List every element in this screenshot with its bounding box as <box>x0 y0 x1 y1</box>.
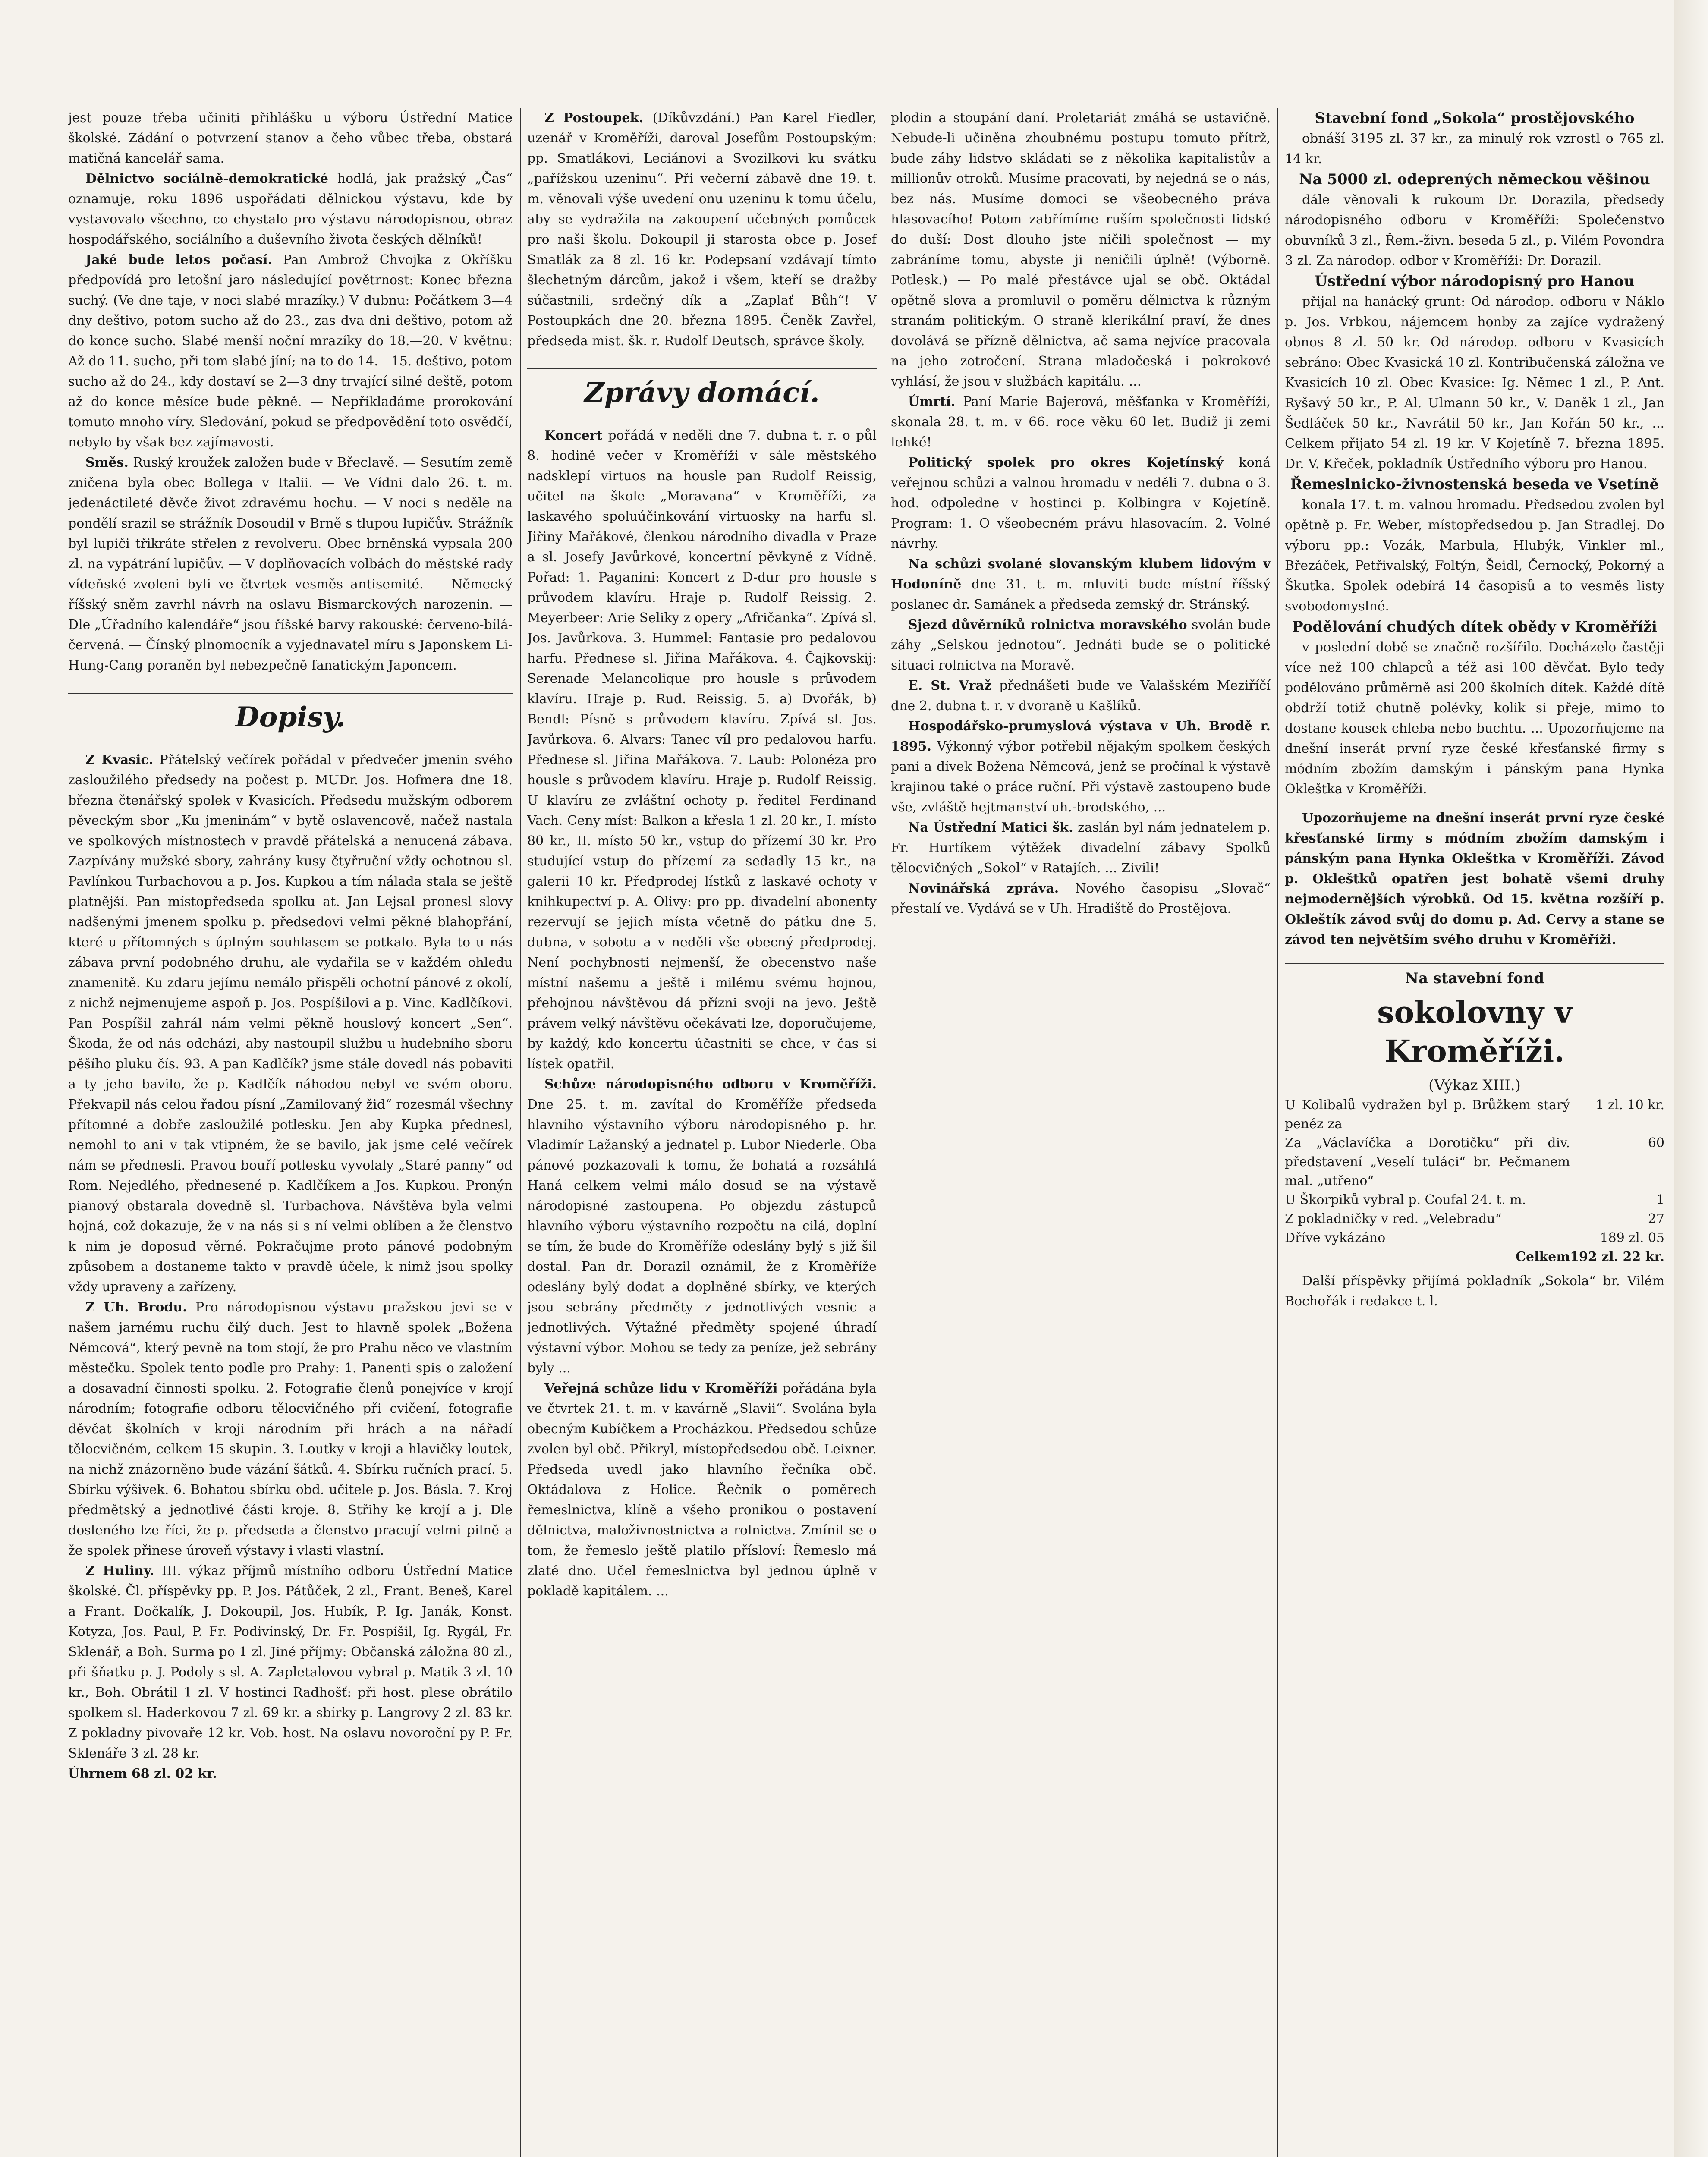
article-ustredni-title: Na Ústřední Matici šk. <box>908 820 1073 835</box>
article-verejna <box>527 1378 877 1601</box>
column-4 <box>1285 108 1664 2157</box>
fund-heading: Na stavební fond <box>1285 963 1664 989</box>
article-koncert-title: Koncert <box>544 428 603 443</box>
article-umrti <box>891 392 1271 453</box>
article-ustredni <box>891 818 1271 878</box>
section-title-dopisy: Dopisy. <box>68 693 513 737</box>
article-verejna-title: Veřejná schůze lidu v Kroměříži <box>544 1381 778 1396</box>
article-ustredni-vybor-title: Ústřední výbor národopisný pro Hanou <box>1315 273 1635 290</box>
ledger-item: Z pokladničky v red. „Velebradu“ <box>1285 1211 1502 1226</box>
ledger-row <box>1285 1134 1664 1191</box>
intro-paragraph: jest pouze třeba učiniti přihlášku u výboru Ústřední Matice školské. Zádání o potvrzení stanov a čeho vůbec třeba, obstará matičná kancelář sama. <box>68 110 513 166</box>
column-3 <box>891 108 1271 2157</box>
article-slovanske <box>891 554 1271 615</box>
article-sjezd <box>891 615 1271 676</box>
letter-hulina-place: Z Huliny. <box>85 1563 154 1578</box>
ledger-amount: 189 zl. 05 <box>1600 1230 1664 1245</box>
article-umrti-text: Paní Marie Bajerová, měšťanka v Kroměříži, skonala 28. t. m. v 66. roce věku 60 let. Budiž ji zemi lehké! <box>891 394 1271 450</box>
ledger-row <box>1285 1210 1664 1229</box>
column-divider <box>520 108 521 2157</box>
page-fold-shadow <box>1674 0 1708 2157</box>
article-pocasi <box>68 250 513 453</box>
fund-ledger <box>1285 1096 1664 1267</box>
article-delnictvo-title: Dělnictvo sociálně-demokratické <box>85 171 328 186</box>
article-hosp-text: Výkonný výbor potřebil nějakým spolkem českých paní a dívek Božena Němcová, jenž se pročínal k výstavě krajinou také o práce ruční. Při výstavě zastoupeno bude vše, zvláště hejtmanství uh.-brodského, ... <box>891 739 1271 815</box>
article-sjezd-title: Sjezd důvěrníků rolnictva moravského <box>908 617 1187 632</box>
ledger-total-label: Celkem <box>1516 1249 1570 1264</box>
article-odeprenych-title: Na 5000 zl. odeprených německou věšinou <box>1299 171 1650 188</box>
article-odeprenych-text: dále věnovali k rukoum Dr. Dorazila, předsedy národopisného odboru v Kroměříži: Společenstvo obuvníků 3 zl., Řem.-živn. beseda 5 zl., p. Vilém Povondra 3 zl. Za národop. odbor v Kroměříži: Dr. Dorazil. <box>1285 192 1664 268</box>
letter-kvasice <box>68 750 513 1297</box>
article-pocasi-title: Jaké bude letos počasí. <box>85 252 272 267</box>
article-postoupek-text: (Díkůvzdání.) Pan Karel Fiedler, uzenář v Kroměříži, daroval Josefům Postoupským: pp. Smatlákovi, Leciánovi a Svozilkovi ku svátku „pařížskou uzeninu“. Při večerní zábavě dne 19. t. m. věnovali výše uvedení onu uzeninu k tomu účelu, aby se vydražila na zakoupení učebných pomůcek pro naši školu. Dokoupil ji starosta obce p. Josef Smatlák za 8 zl. 16 kr. Podepsaní vzdávají tímto šlechetným dárcům, jakož i všem, kteří se dražby súčastnili, srdečný dík a „Zaplať Bůh“! V Postoupkách dne 20. března 1895. Čeněk Zavřel, předseda mist. šk. r. Rudolf Deutsch, správce školy. <box>527 110 877 349</box>
ledger-item: U Kolibalů vydražen byl p. Brůžkem starý penéz za <box>1285 1097 1570 1132</box>
article-stavebni-title: Stavební fond „Sokola“ prostějovského <box>1315 110 1635 127</box>
article-remeslnicko-title: Řemeslnicko-živnostenská beseda ve Vsetíně <box>1290 476 1659 493</box>
ledger-item: Dříve vykázáno <box>1285 1230 1386 1245</box>
section-title-zpravy: Zprávy domácí. <box>527 368 877 412</box>
ledger-item: U Škorpiků vybral p. Coufal 24. t. m. <box>1285 1192 1526 1207</box>
ledger-total-row <box>1285 1248 1664 1267</box>
article-koncert-text: pořádá v neděli dne 7. dubna t. r. o půl 8. hodině večer v Kroměříži v sále městského nadsklepí virtuos na housle pan Rudolf Reissig, učitel na škole „Moravana“ v Kroměříži, za laskavého spoluúčinkování virtuosky na harfu sl. Jiřiny Mařákové, členkou národního divadla v Praze a sl. Josefy Javůrkové, koncertní pěvkyně z Vídně. Pořad: 1. Paganini: Koncert z D-dur pro housle s průvodem klavíru. Hraje p. Rudolf Reissig. 2. Meyerbeer: Arie Seliky z opery „Afričanka“. Zpívá sl. Jos. Javůrkova. 3. Hummel: Fantasie pro pedalovou harfu. Přednese sl. Jiřina Mařákova. 4. Čajkovskij: Serenade Melancolique pro housle s průvodem klavíru. Hraje p. Rud. Reissig. 5. a) Dvořák, b) Bendl: Písně s průvodem klavíru. Zpívá sl. Jos. Javůrkova. 6. Alvars: Tanec víl pro pedalovou harfu. Přednese sl. Jiřina Mařákova. 7. Laub: Polonéza pro housle s průvodem klavíru. Hraje p. Rudolf Reissig. U klavíru ze zvláštní ochoty p. ředitel Ferdinand Vach. Ceny míst: Balkon a křesla 1 zl. 20 kr., I. místo 80 kr., II. místo 50 kr., vstup do přízemí 30 kr. Pro studující vstup do přízemí za sedadly 15 kr., na galerii 10 kr. Předprodej lístků z laskavé ochoty v knihkupectví p. A. Olivy: pro pp. divadelní abonenty rezervují se jejich místa včetně do pátku dne 5. dubna, v sobotu a v neděli vše obecný předprodej. Není pochybnosti nejmenší, že obecenstvo naše místní našemu a ještě i milému svému hojnou, přehojnou návštěvou dá přízni svoji na jevo. Ještě právem velký návštěvu očekávati lze, doporučujeme, by každý, kdo koncertu účastniti se chce, v čas si lístek opatřil. <box>527 428 877 1072</box>
article-slovanske-title: Na schůzi svolané slovanským klubem lidovým v Hodoníně <box>891 557 1271 592</box>
article-delnictvo <box>68 169 513 250</box>
article-novinarska <box>891 878 1271 919</box>
column-divider <box>1277 108 1278 2157</box>
article-schuze <box>527 1074 877 1378</box>
article-sjezd-text: svolán bude záhy „Selskou jednotou“. Jednáti bude se o politické situaci rolnictva na Moravě. <box>891 617 1271 673</box>
article-pocasi-text: Pan Ambrož Chvojka z Okříšku předpovídá pro letošní jaro následující povětrnost: Konec března suchý. (Ve dne taje, v noci slabé mrazíky.) V dubnu: Počátkem 3—4 dny deštivo, potom sucho až do 23., zas dva dni deštivo, potom až do konce sucho. Slabé menší noční mrazíky do 18.—20. V květnu: Až do 11. sucho, při tom slabé jíní; na to do 14.—15. deštivo, potom sucho až do 24., kdy dostaví se 2—3 dny trvající silné deště, potom až do konce měsíce bude pěkně. — Nepříkladáme prorokování tomuto mnoho víry. Sledování, pokud se předpovědění toto osvědčí, nebylo by však bez zajímavosti. <box>68 252 513 450</box>
letter-brodu <box>68 1297 513 1561</box>
fund-report-number: (Výkaz XIII.) <box>1428 1077 1521 1094</box>
fund-footer: Další příspěvky přijímá pokladník „Sokola“ br. Vilém Bochořák i redakce t. l. <box>1285 1273 1664 1309</box>
article-delnictvo-text: hodlá, jak pražský „Čas“ oznamuje, roku 1896 uspořádati dělnickou výstavu, kde by vystavovalo všechno, co chystalo pro výstavu národopisnou, obraz hospodářského, sociálního a duševního života českých dělníků! <box>68 171 513 247</box>
article-slovanske-text: dne 31. t. m. mluviti bude místní říšský poslanec dr. Samánek a předseda zemský dr. Stránský. <box>891 577 1271 612</box>
ledger-amount: 27 <box>1648 1211 1664 1226</box>
article-remeslnicko-text: konala 17. t. m. valnou hromadu. Předsedou zvolen byl opětně p. Fr. Weber, místopředsedou p. Jan Stradlej. Do výboru pp.: Vozák, Marbula, Hlubýk, Vinkler ml., Březáček, Petřivalský, Foltýn, Šeidl, Černocký, Pokorný a Škutka. Spolek odebírá 14 časopisů a to vesměs listy svobodomyslné. <box>1285 497 1664 614</box>
letter-hulina-text: III. výkaz příjmů místního odboru Ústřední Matice školské. Čl. příspěvky pp. P. Jos. Pátůček, 2 zl., Frant. Beneš, Karel a Frant. Dočkalík, J. Dokoupil, Jos. Hubík, P. Ig. Janák, Konst. Kotyza, Jos. Paul, P. Fr. Podivínský, Dr. Fr. Pospíšil, Ig. Rygál, Fr. Sklenář, a Boh. Surma po 1 zl. Jiné příjmy: Občanská záložna 80 zl., při šňatku p. J. Podoly s sl. A. Zapletalovou vybral p. Matik 3 zl. 10 kr., Boh. Obrátil 1 zl. V hostinci Radhošť: při host. plese obrátilo spolkem sl. Haderkovou 7 zl. 69 kr. a sbírky p. Langrovy 2 zl. 83 kr. Z pokladny pivovaře 12 kr. Vob. host. Na oslavu novoroční py P. Fr. Sklenáře 3 zl. 28 kr. <box>68 1563 513 1761</box>
article-vraz-title: E. St. Vraž <box>908 678 991 693</box>
article-hosp-title: Hospodářsko-prumyslová výstava v Uh. Brodě r. 1895. <box>891 719 1271 754</box>
article-schuze-text: Dne 25. t. m. zavítal do Kroměříže předseda hlavního výstavního výboru národopisného p. hr. Vladimír Lažanský a jednatel p. Lubor Niederle. Oba pánové pozkazovali k tomu, že bohatá a rozsáhlá Haná celkem velmi málo dosud se na výstavě národopisné zastoupena. Po objezdu zástupců hlavního výboru výstavního rozpočtu na cilá, doplní se tím, že bude do Kroměříže odeslány bylý s již šil dostal. Pan dr. Dorazil oznámil, že z Kroměříže odeslány bylý dodat a doplněné sbírky, ve kterých jsou sebrány předměty z jednotlivých vesnic a jednotlivých. Výtažné předměty spojené úhradí výstavní výbor. Mohou se tedy za peníze, jež sebrány byly ... <box>527 1097 877 1376</box>
article-schuze-title: Schůze národopisného odboru v Kroměříži. <box>544 1077 877 1092</box>
ledger-item: Za „Václavíčka a Dorotičku“ při div. představení „Veselí tuláci“ br. Pečmanem mal. „utřeno“ <box>1285 1135 1570 1189</box>
article-stavebni-text: obnáší 3195 zl. 37 kr., za minulý rok vzrostl o 765 zl. 14 kr. <box>1285 131 1664 167</box>
article-smes-text: Ruský kroužek založen bude v Břeclavě. — Sesutím země zničena byla obec Bollega v Italii. — Ve Vídni dalo 26. t. m. jedenáctileté děvče život zdravému hochu. — V noci s neděle na pondělí srazil se strážník Dosoudil v Brně s tlupou lupičův. Strážník byl lupiči třikráte střelen z revolveru. Obec brněnská vypsala 200 zl. na vypátrání lupičův. — V doplňovacích volbách do městské rady vídeňské zvoleni byli ve čtvrtek vesměs antisemité. — Německý říšský sněm zavrhl návrh na oslavu Bismarckových narozenin. — Dle „Úřadního kalendáře“ jsou říšské barvy rakouské: červeno-bílá-červená. — Čínský plnomocník a vyjednavatel míru s Japonskem Li-Hung-Cang poraněn byl nebezpečně fanatickým Japoncem. <box>68 455 513 673</box>
article-koncert <box>527 425 877 1074</box>
column-1 <box>68 108 513 2157</box>
ledger-amount: 1 zl. 10 kr. <box>1595 1097 1664 1113</box>
letter-kvasice-text: Přátelský večírek pořádal v předvečer jmenin svého zasloužilého předsedy na počest p. MUDr. Jos. Hofmera dne 18. března čtenářský spolek v Kvasicích. Předsedu mužským odborem pěveckým sbor „Ku jmeninám“ v bytě oslavencově, načež nastala ve spolkových místnostech v pravdě přátelská a nenucená zábava. Zazpívány mužské sbory, zahrány kusy čtyřruční vždy ochotnou sl. Pavlínkou Turbachovou a p. Jos. Kupkou a tím nálada stala se ještě platnější. Pan místopředseda spolku at. Jan Lejsal pronesl slovy nadšenými jmenem spolku p. předsedovi velmi pěkné blahopřání, které u přítomných s úplným souhlasem se potkalo. Byla to u nás zábava první podobného druhu, ale vydařila se v každém ohledu znamenitě. Ku zdaru jejímu nemálo přispěli ochotní pánové z okolí, z nichž nejmenujeme aspoň p. Jos. Pospíšilovi a p. Vinc. Kadlčíkovi. Pan Pospíšil zahrál nám velmi pěkně houslový koncert „Sen“. Škoda, že od nás odcházi, aby nastoupil službu u hudebního sboru pěšího pluku čís. 93. A pan Kadlčík? jsme stále dovedl nás pobaviti a ty jeho bavilo, že p. Kadlčík náhodou nebyl ve svém oboru. Překvapil nás celou řadou písní „Zamilovaný žid“ rozesmál všechny přítomné a dobře zasloužilé potlesku. Jen aby Kupka přednesl, nemohl to ani v tak vtipném, že se bavilo, jak jsme celé večírek nám se přednesli. Pravou bouří potlesku vyvolaly „Staré panny“ od Rom. Nejedlého, přednesené p. Kadlčíkem a Jos. Kupkou. Pronýn pianový obstarala dovedně sl. Turbachova. Návštěva byla velmi hojná, což dokazuje, že v na nás si s ní velmi oblíben a že členstvo k nim je doposud věrné. Pokračujme proto pánové podobným způsobem a dostaneme takto v pravdě účele, k nimž jsou spolky vždy upraveny a zařízeny. <box>68 752 513 1295</box>
ledger-row <box>1285 1096 1664 1134</box>
article-smes <box>68 453 513 676</box>
letter-hulina-total: Úhrnem 68 zl. 02 kr. <box>68 1766 217 1781</box>
article-smes-title: Směs. <box>85 455 129 470</box>
article-ustredni-vybor-text: přijal na hanácký grunt: Od národop. odboru v Náklo p. Jos. Vrbkou, nájemcem honby za zajíce vydražený obnos 8 zl. 50 kr. Od národop. odboru v Kvasicích sebráno: Obec Kvasická 10 zl. Kontribučenská záložna ve Kvasicích 10 zl. Obec Kvasice: Ig. Němec 1 zl., P. Ant. Ryšavý 50 kr., P. Al. Ulmann 50 kr., V. Daněk 1 zl., Jan Šedláček 50 kr., Navrátil 50 kr., Jan Kořán 50 kr., ... Celkem přijato 54 zl. 19 kr. V Kojetíně 7. března 1895. Dr. V. Křeček, pokladník Ústředního výboru pro Hanou. <box>1285 294 1664 472</box>
article-politicky <box>891 453 1271 554</box>
ledger-amount: 60 <box>1648 1135 1664 1151</box>
article-novinarska-title: Novinářská zpráva. <box>908 881 1059 896</box>
fund-title: sokolovny v Kroměříži. <box>1377 994 1572 1069</box>
ledger-amount: 1 <box>1656 1192 1664 1207</box>
article-postoupek <box>527 108 877 351</box>
article-umrti-title: Úmrtí. <box>908 394 956 409</box>
article-vraz <box>891 676 1271 716</box>
article-politicky-title: Politický spolek pro okres Kojetínský <box>908 455 1224 470</box>
ledger-total-amount: 192 zl. 22 kr. <box>1570 1249 1664 1264</box>
article-verejna-continued: plodin a stoupání daní. Proletariát zmáhá se ustavičně. Nebude-li učiněna zhoubnému postupu tomuto přítrž, bude záhy lidstvo skládati se z několika kapitalistův a millionův otroků. Musíme pracovati, by nejedná se o nás, bez nás. Musíme domoci se všeobecného práva hlasovacího! Potom zabřímíme ruším společnosti lidské do duší: Dost dlouho jste ničili společnost — my zabráníme tomu, abyste ji neničili úplně! (Výborně. Potlesk.) — Po malé přestávce ujal se obč. Oktádal opětně slova a promluvil o poměru dělnictva k různým stranám politickým. O straně klerikální praví, že dnes dovolává se přízně dělnictva, ač sama nejvíce pracovala na jeho zotročení. Strana mladočeská i pokrokové vyhlásí, že jsou v službách kapitálu. ... <box>891 110 1271 389</box>
article-politicky-text: koná veřejnou schůzi a valnou hromadu v neděli 7. dubna o 3. hod. odpoledne v hostinci p. Kolbingra v Kojetíně. Program: 1. O všeobecném právu hlasovacím. 2. Volné návrhy. <box>891 455 1271 551</box>
notice-upozornujeme: Upozorňujeme na dnešní inserát první ryze české křesťanské firmy s módním zbožím damským i pánským pana Hynka Okleštka v Kroměříži. Závod p. Okleštků opatřen jest bohatě všemi druhy nejmodernějších výrobků. Od 15. května rozšíří p. Okleštík závod svůj do domu p. Ad. Cervy a stane se závod ten největším svého druhu v Kroměříži. <box>1285 811 1664 947</box>
article-podelovani-title: Podělování chudých dítek obědy v Kroměříži <box>1292 618 1657 635</box>
letter-hulina <box>68 1561 513 1764</box>
article-postoupek-title: Z Postoupek. <box>544 110 644 126</box>
ledger-row <box>1285 1191 1664 1210</box>
article-podelovani-text: v poslední době se značně rozšířilo. Docházelo častěji více než 100 chlapců a též asi 100 děvčat. Bylo tedy podělováno průměrně asi 200 školních dítek. Každé dítě obdrží totiž chutně polévky, kolik si přeje, mimo to dostane kousek chleba nebo buchtu. ... Upozorňujeme na dnešní inserát první ryze české křesťanské firmy s módním zbožím damským i pánským pana Hynka Okleštka v Kroměříži. <box>1285 640 1664 797</box>
letter-brodu-place: Z Uh. Brodu. <box>85 1300 187 1315</box>
letter-brodu-text: Pro národopisnou výstavu pražskou jevi se v našem jarnému ruchu čilý duch. Jest to hlavně spolek „Božena Němcová“, který pevně na tom stojí, že pro Prahu něco ve vlastním městečku. Spolek tento podle pro Prahy: 1. Panenti spis o založení a dosavadní činnosti spolku. 2. Fotografie členů ponejvíce v krojí národním; fotografie odboru tělocvičného při cvičení, fotografie děvčat školních v kroji národním při hrách a na nářadí tělocvičném, celkem 15 skupin. 3. Loutky v kroji a hlavičky loutek, na nichž znázorněno bude vázání šátků. 4. Sbírku ručních prací. 5. Sbírku výšivek. 6. Bohatou sbírku obd. učitele p. Jos. Básla. 7. Kroj předmětský a jednotlivé části kroje. 8. Střihy ke krojí a j. Dle dosleného lze říci, že p. předseda a členstvo pracují velmi pilně a že spolek přinese úroveň výstavy i vlasti vlastní. <box>68 1300 513 1558</box>
article-novinarska-text: Nového časopisu „Slovač“ přestalí ve. Vydává se v Uh. Hradiště do Prostějova. <box>891 881 1271 916</box>
article-vraz-text: přednášeti bude ve Valašském Meziříčí dne 2. dubna t. r. v dvoraně u Kašlíků. <box>891 678 1271 714</box>
article-ustredni-text: zaslán byl nám jednatelem p. Fr. Hurtíkem výtěžek divadelní zábavy Spolků tělocvičných „Sokol“ v Ratajích. ... Zivili! <box>891 820 1271 876</box>
column-2 <box>527 108 877 2157</box>
letter-kvasice-place: Z Kvasic. <box>85 752 154 767</box>
article-hosp <box>891 716 1271 818</box>
ledger-row <box>1285 1229 1664 1248</box>
article-verejna-text: pořádána byla ve čtvrtek 21. t. m. v kavárně „Slavii“. Svolána byla obecným Kubíčkem a Procházkou. Předsedou schůze zvolen byl obč. Přikryl, místopředsedou obč. Leixner. Předseda uvedl jako hlavního řečníka obč. Oktádalova z Holice. Řečník o poměrech řemeslnictva, klíně a všeho pronikou o postavení dělnictva, maloživnostnictva a rolnictva. Zmínil se o tom, že řemeslo ještě platilo přísloví: Řemeslo má zlaté dno. Učel řemeslnictva byl jednou úplně v pokladě kapitálem. ... <box>527 1381 877 1599</box>
